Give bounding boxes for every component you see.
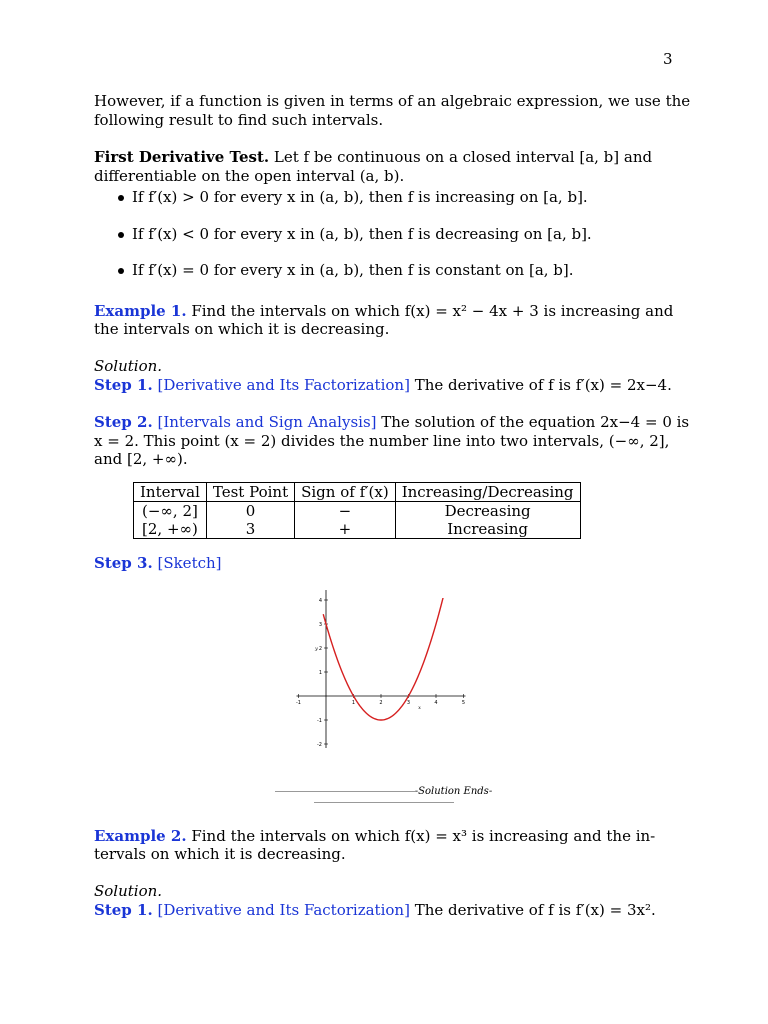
y-tick-label: 4 [318,598,322,604]
x-axis-label: x [418,705,421,711]
y-tick-label: -1 [317,718,322,724]
x-tick-label: 2 [379,700,383,706]
x-tick-label: 5 [461,700,466,706]
theorem-line-2: differentiable on the open interval (a, b). [94,167,405,185]
x-tick-label: -1 [296,700,301,706]
solution-ends: -Solution Ends- [205,786,562,808]
y-tick-label: -2 [317,742,322,748]
table-header: Test Point [206,483,294,502]
table-header: Increasing/Decreasing [395,483,580,502]
y-axis-label: y [315,646,318,652]
bullet-icon [118,195,124,201]
table-row [134,520,581,539]
y-tick-label: 2 [318,646,322,652]
table-cell: + [295,520,396,539]
y-tick-label: 1 [318,670,322,676]
divider-line [314,802,454,803]
example1-solution: Solution. [94,357,163,375]
theorem-bullet-1: If f′(x) > 0 for every x in (a, b), then f is increasing on [a, b]. [118,188,588,206]
table-cell: 0 [206,502,294,521]
theorem-title: First Derivative Test. [94,148,270,166]
example1-line-2: the intervals on which it is decreasing. [94,320,390,338]
divider-line [275,791,415,792]
bullet-icon [118,268,124,274]
table-header-row [134,483,581,502]
table-cell: Decreasing [395,502,580,521]
table-header: Sign of f′(x) [295,483,396,502]
table-cell: − [295,502,396,521]
example2-step1: Step 1. [Derivative and Its Factorization] The derivative of f is f′(x) = 3x². [94,901,656,919]
example1-line-1: Example 1. Find the intervals on which f(x) = x² − 4x + 3 is increasing and [94,302,674,320]
example1-step2: Step 2. [Intervals and Sign Analysis] The solution of the equation 2x−4 = 0 is [94,413,690,431]
theorem-text: Let f be continuous on a closed interval [a, b] and [269,148,653,166]
x-tick-label: 1 [351,700,356,706]
example1-label: Example 1. [94,302,187,320]
theorem-bullet-3: If f′(x) = 0 for every x in (a, b), then f is constant on [a, b]. [118,261,574,279]
example2-solution: Solution. [94,882,163,900]
example2-label: Example 2. [94,827,187,845]
sign-table [133,482,581,539]
step1-title: [Derivative and Its Factorization] [157,376,410,394]
page-number: 3 [663,50,673,68]
parabola-sketch [290,590,480,750]
table-cell: (−∞, 2] [134,502,207,521]
intro-line-1: However, if a function is given in terms of an algebraic expression, we use the [94,92,691,110]
example2-line-2: tervals on which it is decreasing. [94,845,346,863]
bullet-icon [118,232,124,238]
x-tick-label: 3 [406,700,411,706]
table-row [134,502,581,521]
intro-line-2: following result to find such intervals. [94,111,384,129]
x-tick-label: 4 [434,700,438,706]
example1-step1: Step 1. [Derivative and Its Factorization] The derivative of f is f′(x) = 2x−4. [94,376,672,394]
step2-title: [Intervals and Sign Analysis] [157,413,377,431]
example1-step3: Step 3. [Sketch] [94,554,222,572]
example1-step2-line-3: and [2, +∞). [94,450,188,468]
theorem-bullet-2: If f′(x) < 0 for every x in (a, b), then f is decreasing on [a, b]. [118,225,592,243]
theorem-line-1 [94,148,652,166]
example2-line-1: Example 2. Find the intervals on which f(x) = x³ is increasing and the in- [94,827,656,845]
table-cell: Increasing [395,520,580,539]
example2-step1-title: [Derivative and Its Factorization] [157,901,410,919]
table-cell: 3 [206,520,294,539]
example1-step2-line-2: x = 2. This point (x = 2) divides the number line into two intervals, (−∞, 2], [94,432,670,450]
table-cell: [2, +∞) [134,520,207,539]
step3-title: [Sketch] [157,554,222,572]
y-tick-label: 3 [318,622,322,628]
table-header: Interval [134,483,207,502]
